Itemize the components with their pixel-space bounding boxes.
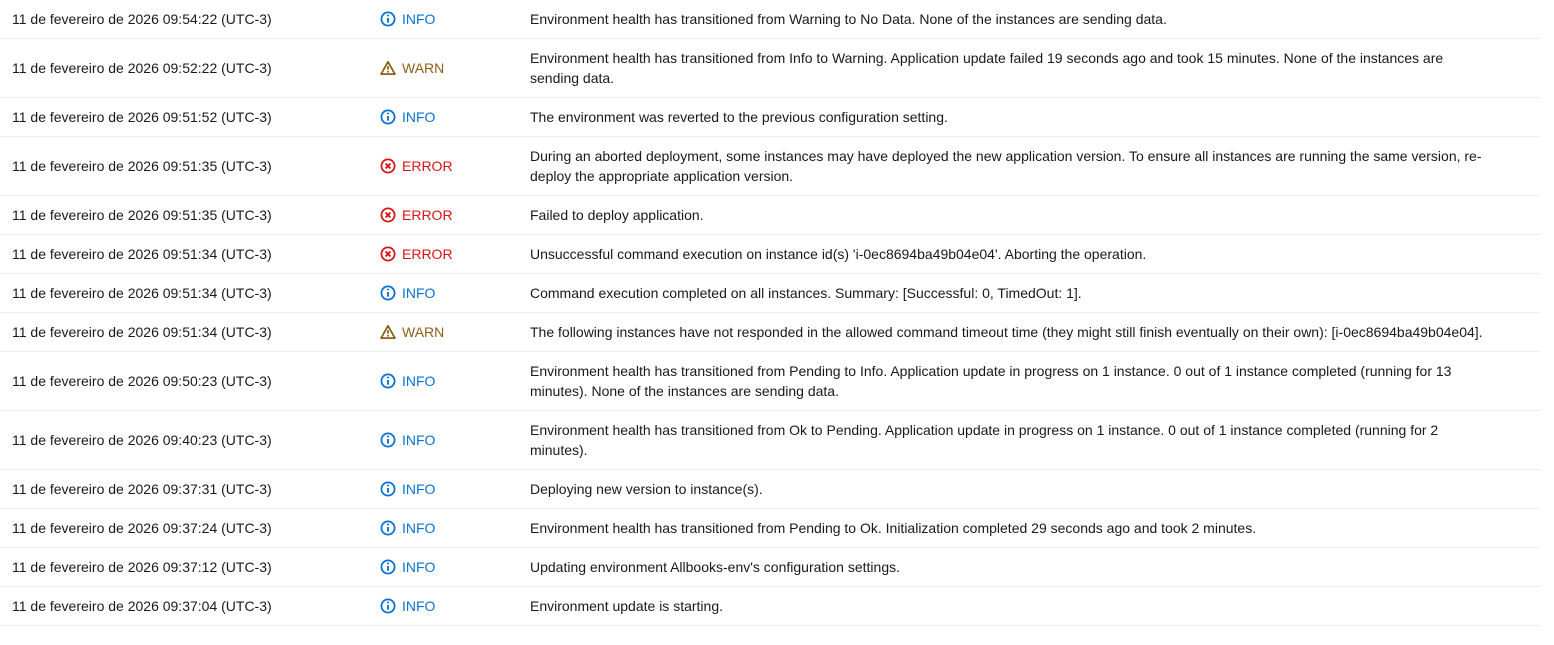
event-row [0, 313, 1540, 352]
severity-label: INFO [402, 432, 436, 448]
event-timestamp: 11 de fevereiro de 2026 09:51:34 (UTC-3) [12, 285, 272, 301]
event-details: Command execution completed on all instances. Summary: [Successful: 0, TimedOut: 1]. [530, 285, 1082, 301]
event-row [0, 548, 1540, 587]
severity-badge [380, 205, 530, 225]
info-icon [380, 109, 396, 125]
event-details: Environment update is starting. [530, 598, 723, 614]
event-timestamp: 11 de fevereiro de 2026 09:51:35 (UTC-3) [12, 158, 272, 174]
event-timestamp: 11 de fevereiro de 2026 09:40:23 (UTC-3) [12, 432, 272, 448]
severity-label: ERROR [402, 246, 453, 262]
severity-badge [380, 156, 530, 176]
severity-label: INFO [402, 11, 436, 27]
severity-label: INFO [402, 559, 436, 575]
event-row [0, 352, 1540, 411]
info-icon [380, 285, 396, 301]
info-icon [380, 432, 396, 448]
event-details: Environment health has transitioned from Pending to Ok. Initialization completed 29 seconds ago and took 2 minutes. [530, 520, 1257, 536]
severity-label: WARN [402, 60, 445, 76]
severity-label: ERROR [402, 158, 453, 174]
warning-icon [380, 60, 396, 76]
severity-badge [380, 244, 530, 264]
event-details: Failed to deploy application. [530, 207, 704, 223]
event-row [0, 509, 1540, 548]
severity-badge [380, 557, 530, 577]
event-details: Environment health has transitioned from Pending to Info. Application update in progress on 1 instance. 0 out of 1 instance completed (running for 13 minutes). None of the instances are sending data. [530, 363, 1452, 399]
event-timestamp: 11 de fevereiro de 2026 09:50:23 (UTC-3) [12, 373, 272, 389]
severity-label: INFO [402, 109, 436, 125]
event-details: Environment health has transitioned from Info to Warning. Application update failed 19 seconds ago and took 15 minutes. None of the instances are sending data. [530, 50, 1444, 86]
info-icon [380, 481, 396, 497]
event-row [0, 0, 1540, 39]
event-details: Environment health has transitioned from Ok to Pending. Application update in progress on 1 instance. 0 out of 1 instance completed (running for 2 minutes). [530, 422, 1439, 458]
severity-badge [380, 518, 530, 538]
severity-label: INFO [402, 598, 436, 614]
event-details: The environment was reverted to the previous configuration setting. [530, 109, 948, 125]
event-row [0, 411, 1540, 470]
event-details: During an aborted deployment, some instances may have deployed the new application version. To ensure all instances are running the same version, re-deploy the appropriate application version. [530, 148, 1482, 184]
event-timestamp: 11 de fevereiro de 2026 09:37:24 (UTC-3) [12, 520, 272, 536]
severity-badge [380, 107, 530, 127]
severity-badge [380, 479, 530, 499]
event-timestamp: 11 de fevereiro de 2026 09:51:35 (UTC-3) [12, 207, 272, 223]
severity-badge [380, 371, 530, 391]
warning-icon [380, 324, 396, 340]
event-details: The following instances have not responded in the allowed command timeout time (they might still finish eventually on their own): [i-0ec8694ba49b04e04]. [530, 324, 1483, 340]
event-timestamp: 11 de fevereiro de 2026 09:37:12 (UTC-3) [12, 559, 272, 575]
severity-label: INFO [402, 373, 436, 389]
error-icon [380, 246, 396, 262]
severity-badge [380, 430, 530, 450]
event-timestamp: 11 de fevereiro de 2026 09:54:22 (UTC-3) [12, 11, 272, 27]
event-timestamp: 11 de fevereiro de 2026 09:52:22 (UTC-3) [12, 60, 272, 76]
event-details: Environment health has transitioned from Warning to No Data. None of the instances are sending data. [530, 11, 1167, 27]
event-timestamp: 11 de fevereiro de 2026 09:37:31 (UTC-3) [12, 481, 272, 497]
severity-label: INFO [402, 520, 436, 536]
info-icon [380, 598, 396, 614]
info-icon [380, 11, 396, 27]
error-icon [380, 158, 396, 174]
error-icon [380, 207, 396, 223]
event-details: Updating environment Allbooks-env's configuration settings. [530, 559, 900, 575]
event-row [0, 39, 1540, 98]
event-timestamp: 11 de fevereiro de 2026 09:51:34 (UTC-3) [12, 246, 272, 262]
event-timestamp: 11 de fevereiro de 2026 09:51:52 (UTC-3) [12, 109, 272, 125]
severity-badge [380, 9, 530, 29]
event-timestamp: 11 de fevereiro de 2026 09:51:34 (UTC-3) [12, 324, 272, 340]
severity-label: WARN [402, 324, 445, 340]
severity-badge [380, 596, 530, 616]
event-row [0, 470, 1540, 509]
event-details: Unsuccessful command execution on instance id(s) 'i-0ec8694ba49b04e04'. Aborting the operation. [530, 246, 1147, 262]
event-row [0, 274, 1540, 313]
event-row [0, 98, 1540, 137]
severity-label: INFO [402, 285, 436, 301]
severity-label: ERROR [402, 207, 453, 223]
event-row [0, 196, 1540, 235]
severity-badge [380, 58, 530, 78]
info-icon [380, 520, 396, 536]
severity-badge [380, 283, 530, 303]
event-row [0, 587, 1540, 626]
severity-badge [380, 322, 530, 342]
severity-label: INFO [402, 481, 436, 497]
event-row [0, 137, 1540, 196]
info-icon [380, 373, 396, 389]
event-details: Deploying new version to instance(s). [530, 481, 763, 497]
info-icon [380, 559, 396, 575]
event-timestamp: 11 de fevereiro de 2026 09:37:04 (UTC-3) [12, 598, 272, 614]
event-row [0, 235, 1540, 274]
